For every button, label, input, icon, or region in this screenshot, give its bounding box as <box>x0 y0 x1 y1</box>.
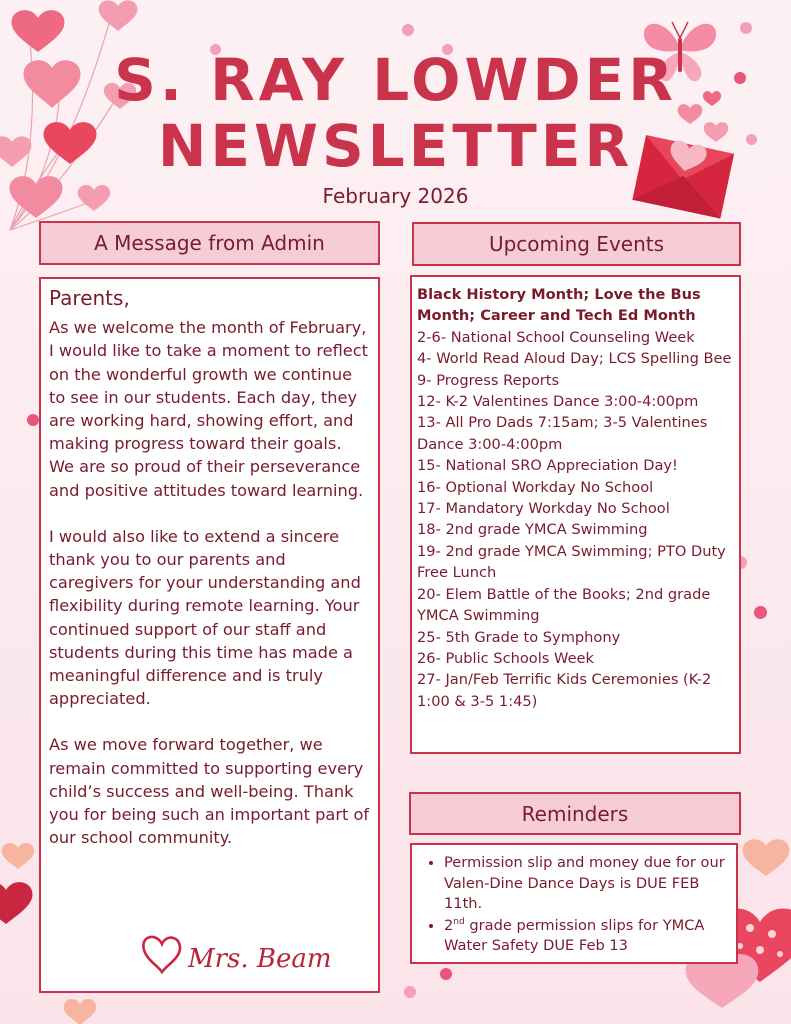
event-item: 4- World Read Aloud Day; LCS Spelling Bee <box>417 350 732 368</box>
admin-heading-label: A Message from Admin <box>94 231 325 255</box>
reminder-item <box>444 916 732 957</box>
reminders-heading-label: Reminders <box>521 801 629 826</box>
admin-heading <box>39 221 380 265</box>
confetti-dot <box>27 414 39 426</box>
event-item: 25- 5th Grade to Symphony <box>417 628 621 646</box>
heart-bottom-decoration <box>60 996 100 1024</box>
admin-paragraph: As we move forward together, we remain committed to supporting every child’s success and well-being. Thank you for being such an important part of our school community. <box>49 735 370 848</box>
reminder-item-text: grade permission slips for YMCA Water Safety DUE Feb 13 <box>444 916 705 955</box>
confetti-dot <box>404 986 416 998</box>
event-item: 13- All Pro Dads 7:15am; 3-5 Valentines Dance 3:00-4:00pm <box>417 414 708 453</box>
reminders-heading <box>409 792 741 835</box>
admin-paragraph: As we welcome the month of February, I would like to take a moment to reflect on the wonderful growth we continue to see in our students. Each day, they are working hard, showing effort, and making progress toward their goals. We are so proud of their perseverance and positive attitudes toward learning. <box>49 318 368 500</box>
events-panel <box>410 275 741 754</box>
reminder-grade-number: 2 <box>444 916 454 934</box>
event-item: 16- Optional Workday No School <box>417 478 654 496</box>
heart-left-decoration <box>0 830 44 940</box>
reminder-grade-suffix: nd <box>453 916 465 927</box>
confetti-dot <box>740 22 752 34</box>
admin-greeting: Parents, <box>49 286 130 310</box>
event-item: 2-6- National School Counseling Week <box>417 328 695 346</box>
admin-message-panel <box>39 277 380 993</box>
signature: Mrs. Beam <box>188 944 332 974</box>
reminders-list <box>416 853 732 957</box>
event-item: 20- Elem Battle of the Books; 2nd grade YMCA Swimming <box>417 585 711 625</box>
heart-outline-icon <box>140 932 184 976</box>
event-item: 12- K-2 Valentines Dance 3:00-4:00pm <box>417 393 699 411</box>
confetti-dot <box>754 606 767 619</box>
event-item: 15- National SRO Appreciation Day! <box>417 457 678 475</box>
event-item: 9- Progress Reports <box>417 371 560 389</box>
events-heading-label: Upcoming Events <box>488 232 665 256</box>
event-item: 19- 2nd grade YMCA Swimming; PTO Duty Free Lunch <box>417 542 726 582</box>
admin-paragraph: I would also like to extend a sincere thank you to our parents and caregivers for your understanding and flexibility during remote learning. Your continued support of our staff and students during this time has made a meaningful difference and is truly appreciated. <box>49 526 361 709</box>
event-item: 27- Jan/Feb Terrific Kids Ceremonies (K-2 1:00 & 3-5 1:45) <box>417 671 712 710</box>
events-highlight: Black History Month; Love the Bus Month; Career and Tech Ed Month <box>417 286 701 325</box>
event-item: 26- Public Schools Week <box>417 649 594 667</box>
event-item: 17- Mandatory Workday No School <box>417 500 670 518</box>
reminders-panel <box>410 843 738 964</box>
confetti-dot <box>440 968 452 980</box>
newsletter-date: February 2026 <box>322 184 469 208</box>
reminder-item: • Permission slip and money due for our Valen-Dine Dance Days is DUE FEB 11th. <box>444 853 732 915</box>
newsletter-title-line1: S. RAY LOWDER <box>114 46 677 114</box>
events-heading <box>412 222 741 266</box>
event-item: 18- 2nd grade YMCA Swimming <box>417 521 648 539</box>
confetti-dot <box>402 24 414 36</box>
newsletter-title-line2: NEWSLETTER <box>157 112 634 180</box>
